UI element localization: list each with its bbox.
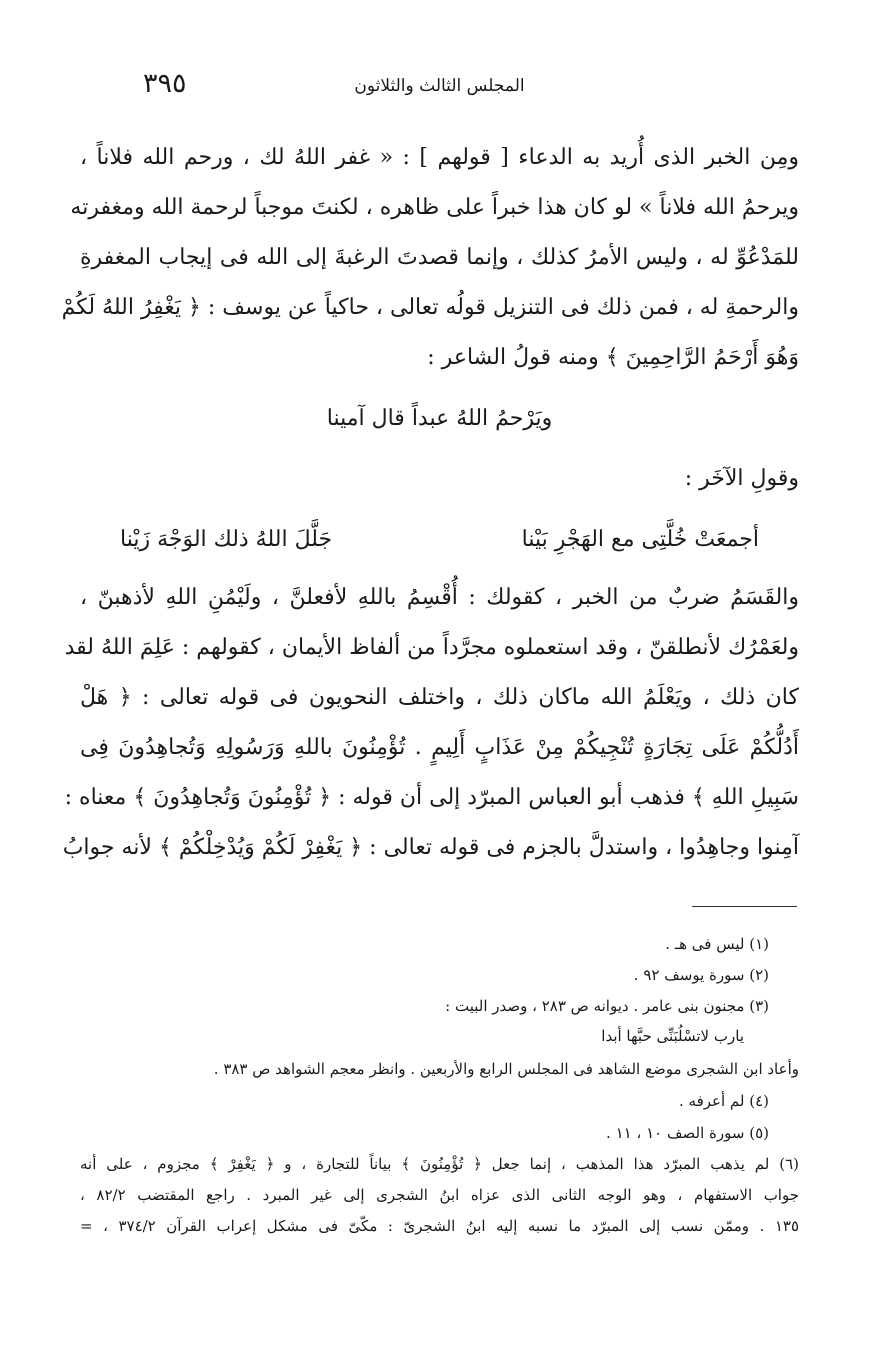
body-line-7: ولعَمْرُك لأنطلقنّ ، وقد استعملوه مجرَّداً من ألفاظ الأيمان ، كقولهم : عَلِمَ اللهُ لقد: [64, 635, 799, 660]
footnote-6-line-3: ١٣٥ . وممّن نسب إلى المبرّد ما نسبه إليه ابنُ الشجرىّ : مكّىّ فى مشكل إعراب القرآن ٣٧٤/٢ ، =: [80, 1217, 799, 1235]
page-number: ٣٩٥: [143, 68, 187, 99]
footnote-separator: [692, 906, 797, 907]
body-line-3: للمَدْعُوِّ له ، وليس الأمرُ كذلك ، وإنما قصدتَ الرغبةَ إلى الله فى إيجاب المغفرةِ: [80, 245, 799, 270]
verse-2-second-hemistich: جَلَّلَ اللهُ ذلك الوَجْهَ زَيْنا: [120, 527, 333, 552]
body-line-2: ويرحمُ الله فلاناً » لو كان هذا خبراً على ظاهره ، لكنتَ موجباً لرحمة الله ومغفرته: [70, 195, 799, 220]
body-line-1: ومِن الخبر الذى أُريد به الدعاء [ قولهم ] : « غفر اللهُ لك ، ورحم الله فلاناً ،: [80, 145, 799, 170]
footnote-1: (١) ليس فى هـ .: [665, 935, 769, 953]
footnote-5: (٥) سورة الصف ١٠ ، ١١ .: [606, 1124, 769, 1142]
running-title: المجلس الثالث والثلاثون: [354, 76, 525, 96]
footnote-3-continuation: وأعاد ابن الشجرى موضع الشاهد فى المجلس الرابع والأربعين . وانظر معجم الشواهد ص ٣٨٣ .: [213, 1060, 799, 1078]
body-line-10: سَبِيلِ اللهِ ﴾ فذهب أبو العباس المبرّد إلى أن قوله : ﴿ تُؤْمِنُونَ وَتُجاهِدُونَ ﴾ معناه :: [64, 785, 799, 810]
body-line-9: أَدُلُّكُمْ عَلَى تِجَارَةٍ تُنْجِيكُمْ مِنْ عَذَابٍ أَلِيمٍ . تُؤْمِنُونَ باللهِ وَرَسُولِهِ وَتُجاهِدُونَ فِى: [80, 735, 799, 760]
page-header: [95, 68, 784, 108]
verse-quote-2: [120, 524, 759, 556]
footnote-6-line-2: جواب الاستفهام ، وهو الوجه الثانى الذى عزاه ابنُ الشجرى إلى غير المبرد . راجع المقتضب ٨٢/٢ ،: [80, 1186, 800, 1204]
body-line-11: آمِنوا وجاهِدُوا ، واستدلَّ بالجزم فى قوله تعالى : ﴿ يَغْفِرْ لَكُمْ وَيُدْخِلْكُمْ ﴾ لأنه جوابُ: [62, 835, 799, 860]
verse-2-first-hemistich: أجمعَتْ خُلَّتِى مع الهَجْرِ بَيْنا: [521, 527, 759, 552]
body-line-6: والقَسَمُ ضربٌ من الخبر ، كقولك : أُقْسِمُ باللهِ لأفعلنَّ ، ولَيْمُنِ اللهِ لأذهبنّ ،: [80, 585, 799, 610]
footnote-2: (٢) سورة يوسف ٩٢ .: [633, 966, 769, 984]
footnote-3: (٣) مجنون بنى عامر . ديوانه ص ٢٨٣ ، وصدر البيت :: [445, 997, 769, 1015]
footnote-3-verse: يارب لاتسْلُبَنِّى حبَّها أبدا: [601, 1027, 744, 1045]
line-other-poet: وقولِ الآخَر :: [684, 466, 799, 491]
body-line-5: وَهُوَ أَرْحَمُ الرَّاحِمِينَ ﴾ ومنه قولُ الشاعر :: [427, 345, 799, 370]
body-line-4: والرحمةِ له ، فمن ذلك فى التنزيل قولُه تعالى ، حاكياً عن يوسف : ﴿ يَغْفِرُ اللهُ لَكُمْ: [61, 295, 799, 320]
verse-quote-1: ويَرْحمُ اللهُ عبداً قال آمينا: [326, 406, 553, 431]
body-line-8: كان ذلك ، ويَعْلَمُ الله ماكان ذلك ، واختلف النحويون فى قوله تعالى : ﴿ هَلْ: [80, 685, 799, 710]
footnote-4: (٤) لم أعرفه .: [678, 1092, 769, 1110]
footnote-6-line-1: (٦) لم يذهب المبرّد هذا المذهب ، إنما جعل ﴿ تُؤْمِنُونَ ﴾ بياناً للتجارة ، و ﴿ يَغْفِرْ ﴾ مجزوم ، على أنه: [80, 1155, 799, 1173]
